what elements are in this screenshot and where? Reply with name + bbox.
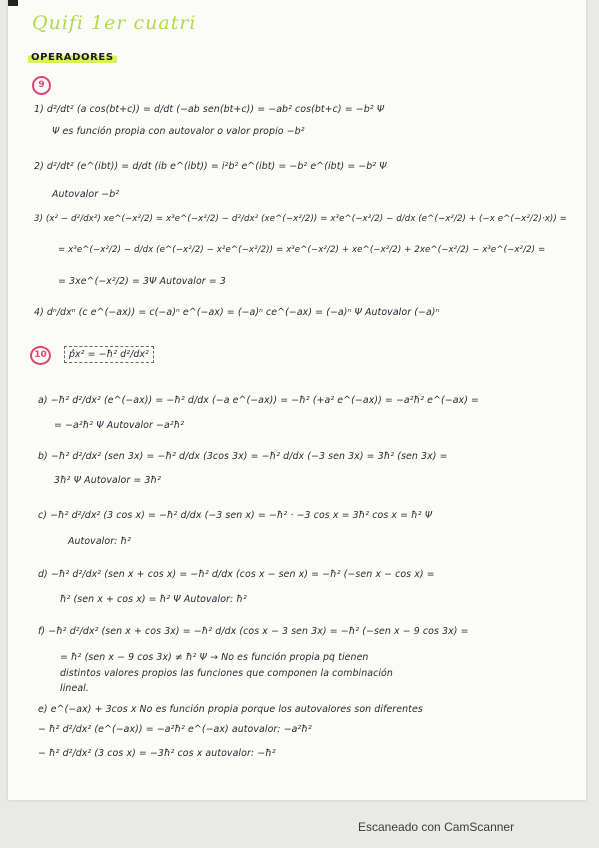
equation-line: d) −ħ² d²/dx² (sen x + cos x) = −ħ² d/dx (cos x − sen x) = −ħ² (−sen x − cos x) = <box>38 569 435 580</box>
equation-line: − ħ² d²/dx² (3 cos x) = −3ħ² cos x autovalor: −ħ² <box>38 748 276 759</box>
equation-line: Ψ es función propia con autovalor o valor propio −b² <box>52 126 305 137</box>
scanner-watermark: Escaneado con CamScanner <box>358 820 515 834</box>
section-heading: OPERADORES <box>28 52 117 64</box>
equation-line: Autovalor −b² <box>52 189 120 200</box>
equation-line: a) −ħ² d²/dx² (e^(−ax)) = −ħ² d/dx (−a e^(−ax)) = −ħ² (+a² e^(−ax)) = −a²ħ² e^(−ax) = <box>38 395 479 406</box>
equation-line: Autovalor: ħ² <box>68 536 131 547</box>
equation-line: lineal. <box>60 683 89 694</box>
problem-number-badge: 9 <box>32 76 51 95</box>
operator-definition-box: p̂x² = −ħ² d²/dx² <box>64 346 154 363</box>
scanned-page <box>8 0 586 800</box>
equation-line: e) e^(−ax) + 3cos x No es función propia porque los autovalores son diferentes <box>38 704 423 715</box>
page-title: Quifi 1er cuatri <box>32 12 197 34</box>
equation-line: b) −ħ² d²/dx² (sen 3x) = −ħ² d/dx (3cos 3x) = −ħ² d/dx (−3 sen 3x) = 3ħ² (sen 3x) = <box>38 451 448 462</box>
equation-line: 1) d²/dt² (a cos(bt+c)) = d/dt (−ab sen(bt+c)) = −ab² cos(bt+c) = −b² Ψ <box>34 104 385 115</box>
scan-corner-mark <box>8 0 18 6</box>
equation-line: 4) dⁿ/dxⁿ (c e^(−ax)) = c(−a)ⁿ e^(−ax) = (−a)ⁿ ce^(−ax) = (−a)ⁿ Ψ Autovalor (−a)ⁿ <box>34 307 440 318</box>
equation-line: 3) (x² − d²/dx²) xe^(−x²/2) = x³e^(−x²/2) − d²/dx² (xe^(−x²/2)) = x³e^(−x²/2) − d/dx (e^(−x²/2) + (−x e^(−x²/2)·x)) = <box>34 214 567 224</box>
equation-line: 2) d²/dt² (e^(ibt)) = d/dt (ib e^(ibt)) = i²b² e^(ibt) = −b² e^(ibt) = −b² Ψ <box>34 161 387 172</box>
equation-line: f) −ħ² d²/dx² (sen x + cos 3x) = −ħ² d/dx (cos x − 3 sen 3x) = −ħ² (−sen x − 9 cos 3x) = <box>38 626 469 637</box>
equation-line: = 3xe^(−x²/2) = 3Ψ Autovalor = 3 <box>58 276 226 287</box>
problem-number-badge: 10 <box>30 346 51 365</box>
equation-line: = ħ² (sen x − 9 cos 3x) ≠ ħ² Ψ → No es función propia pq tienen <box>60 652 369 663</box>
equation-line: distintos valores propios las funciones que componen la combinación <box>60 668 393 679</box>
equation-line: 3ħ² Ψ Autovalor = 3ħ² <box>54 475 161 486</box>
equation-line: = −a²ħ² Ψ Autovalor −a²ħ² <box>54 420 185 431</box>
equation-line: ħ² (sen x + cos x) = ħ² Ψ Autovalor: ħ² <box>60 594 247 605</box>
equation-line: = x³e^(−x²/2) − d/dx (e^(−x²/2) − x²e^(−x²/2)) = x³e^(−x²/2) + xe^(−x²/2) + 2xe^(−x²/2) − x³e^(−x²/2) = <box>58 245 546 255</box>
equation-line: c) −ħ² d²/dx² (3 cos x) = −ħ² d/dx (−3 sen x) = −ħ² · −3 cos x = 3ħ² cos x = ħ² Ψ <box>38 510 433 521</box>
equation-line: − ħ² d²/dx² (e^(−ax)) = −a²ħ² e^(−ax) autovalor: −a²ħ² <box>38 724 312 735</box>
